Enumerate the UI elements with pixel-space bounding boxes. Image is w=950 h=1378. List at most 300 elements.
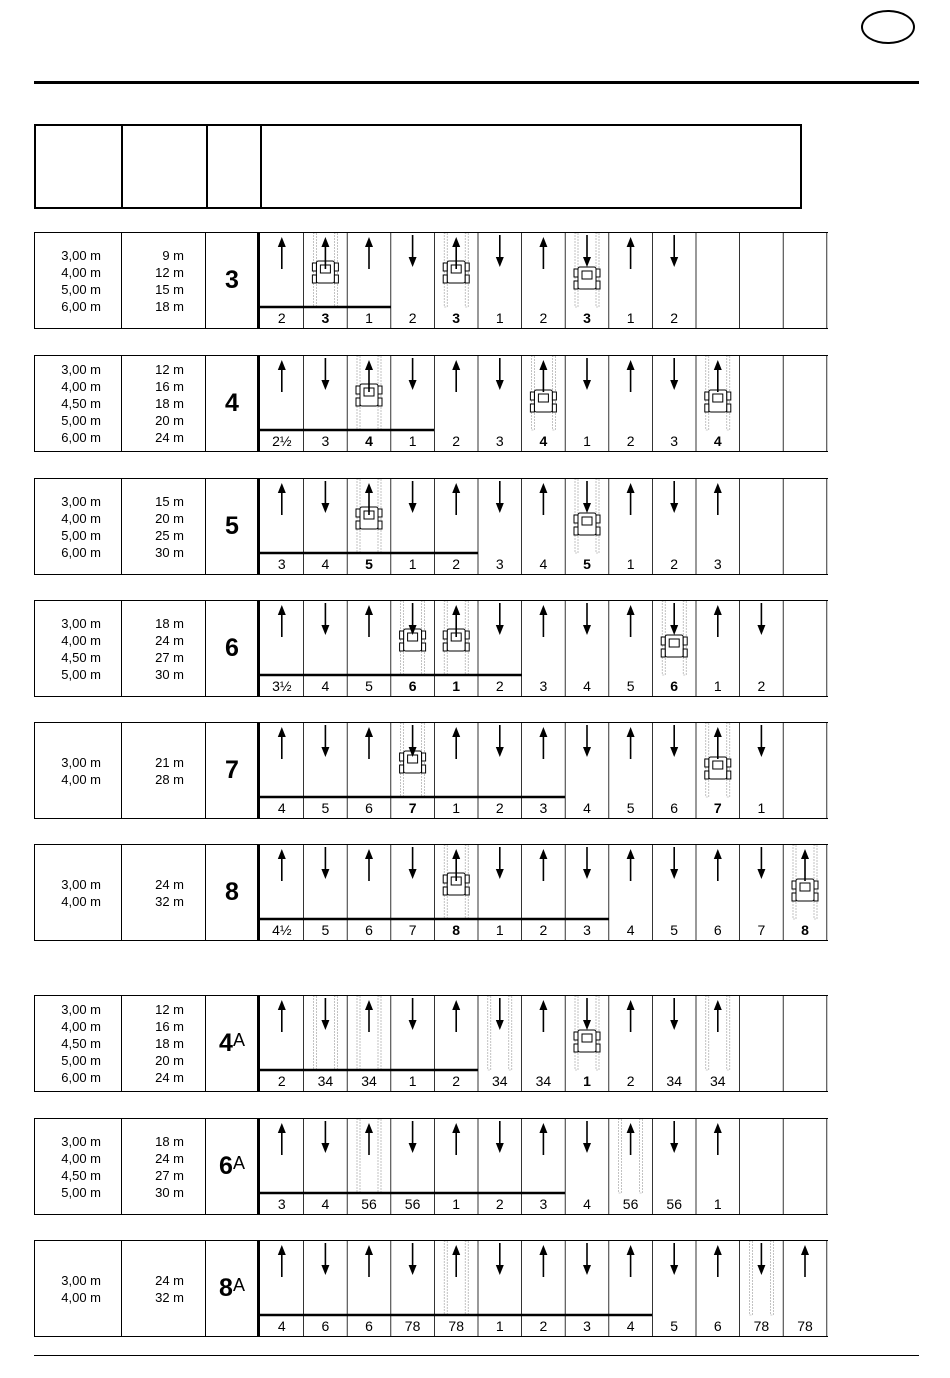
pass-label: 34 — [492, 1073, 508, 1089]
arrow-up-icon — [539, 1123, 547, 1155]
tramline-spacing-value: 30 m — [155, 666, 184, 682]
pass-label: 1 — [495, 922, 504, 938]
pass-label: 4 — [626, 922, 635, 938]
tramline-spacing-value: 18 m — [155, 298, 184, 314]
lane-diagram-svg — [260, 996, 830, 1091]
pass-label: 56 — [404, 1196, 421, 1212]
arrow-up-icon — [452, 1245, 460, 1277]
pass-label: 3 — [539, 800, 548, 816]
lane-diagram-svg — [260, 479, 830, 574]
pass-label: 2 — [277, 1073, 286, 1089]
pass-label: 4 — [539, 556, 548, 572]
rhythm-variant-suffix: A — [232, 1275, 245, 1295]
working-widths — [35, 996, 101, 1091]
arrow-up-icon — [801, 1245, 809, 1277]
tramline-diagram — [258, 1241, 828, 1336]
arrow-up-icon — [627, 237, 635, 269]
pass-label: 1 — [452, 1196, 461, 1212]
pass-label: 2½ — [272, 433, 292, 449]
arrow-down-icon — [583, 1121, 591, 1153]
pass-label: 2 — [626, 433, 635, 449]
arrow-down-icon — [496, 847, 504, 879]
rhythm-number — [205, 479, 259, 574]
arrow-down-icon — [496, 235, 504, 267]
tractor-icon — [661, 635, 687, 657]
working-width-value: 4,00 m — [61, 771, 101, 787]
arrow-down-icon — [496, 1121, 504, 1153]
tractor-icon — [792, 879, 818, 901]
scheme-row — [34, 355, 828, 452]
arrow-down-icon — [757, 1243, 765, 1275]
pass-label: 3 — [277, 1196, 286, 1212]
arrow-up-icon — [539, 605, 547, 637]
arrow-up-icon — [714, 727, 722, 759]
lane-diagram-svg — [260, 845, 830, 940]
tramline-spacing-value: 20 m — [155, 413, 184, 428]
pass-label: 8 — [801, 922, 809, 938]
working-width-value: 3,00 m — [61, 493, 101, 509]
pass-label: 34 — [535, 1073, 552, 1089]
pass-label: 7 — [757, 922, 766, 938]
rhythm-number — [205, 356, 259, 451]
arrow-down-icon — [496, 1243, 504, 1275]
working-width-value: 4,00 m — [61, 632, 101, 648]
tramline-spacing-value: 27 m — [155, 649, 184, 665]
tramline-spacings — [122, 356, 184, 451]
lane-diagram-svg — [260, 233, 830, 328]
tramline-diagram — [258, 479, 828, 574]
arrow-down-icon — [409, 358, 417, 390]
pass-label: 1 — [452, 678, 461, 694]
scheme-info — [34, 845, 258, 940]
tramline-spacings — [122, 601, 184, 696]
pass-label: 4 — [713, 433, 722, 449]
pass-label: 2 — [495, 800, 504, 816]
tramline-diagram — [258, 845, 828, 940]
arrow-down-icon — [757, 603, 765, 635]
scheme-row — [34, 1240, 828, 1337]
arrow-down-icon — [321, 1243, 329, 1275]
working-widths — [35, 845, 101, 940]
pass-label: 4 — [277, 800, 286, 816]
arrow-up-icon — [452, 360, 460, 392]
arrow-up-icon — [365, 727, 373, 759]
pass-label: 1 — [408, 1073, 417, 1089]
pass-label: 2 — [452, 433, 461, 449]
pass-label: 3 — [495, 433, 504, 449]
pass-label: 2 — [539, 922, 548, 938]
tramline-spacing-value: 18 m — [155, 615, 184, 631]
rhythm-number-value: 3 — [225, 266, 239, 294]
pass-label: 6 — [365, 1318, 373, 1334]
pass-label: 2 — [670, 556, 679, 572]
tramline-spacings — [122, 479, 184, 574]
scheme-row — [34, 844, 828, 941]
tractor-icon — [705, 390, 731, 412]
scheme-info — [34, 1241, 258, 1336]
pass-label: 34 — [317, 1073, 334, 1089]
working-width-value: 3,00 m — [61, 362, 101, 377]
footer-rule — [34, 1355, 919, 1356]
pass-label: 2 — [277, 310, 286, 326]
working-width-value: 3,00 m — [61, 754, 101, 770]
rhythm-number-value: 6 — [225, 634, 239, 662]
pass-label: 56 — [361, 1196, 377, 1212]
working-width-value: 3,00 m — [61, 876, 101, 892]
lane-diagram-svg — [260, 1119, 830, 1214]
arrow-up-icon — [714, 605, 722, 637]
pass-label: 3 — [277, 556, 286, 572]
arrow-down-icon — [670, 481, 678, 513]
arrow-up-icon — [627, 1000, 635, 1032]
scheme-info — [34, 996, 258, 1091]
pass-label: 2 — [757, 678, 766, 694]
arrow-up-icon — [365, 237, 373, 269]
rhythm-number — [205, 845, 259, 940]
working-width-value: 5,00 m — [61, 666, 101, 682]
arrow-down-icon — [321, 998, 329, 1030]
arrow-down-icon — [757, 725, 765, 757]
tramline-spacing-value: 12 m — [155, 264, 184, 280]
working-width-value: 5,00 m — [61, 1184, 101, 1200]
pass-label: 3 — [452, 310, 461, 326]
arrow-down-icon — [496, 358, 504, 390]
pass-label: 34 — [666, 1073, 682, 1089]
rhythm-number — [205, 601, 259, 696]
arrow-down-icon — [321, 481, 329, 513]
arrow-up-icon — [539, 1245, 547, 1277]
tramline-spacing-value: 25 m — [155, 527, 184, 543]
pass-label: 3 — [583, 922, 591, 938]
tramline-spacings — [122, 1241, 184, 1336]
pass-label: 2 — [495, 678, 504, 694]
arrow-up-icon — [539, 360, 547, 392]
rhythm-number-value: 4 — [219, 1029, 233, 1057]
scheme-info — [34, 479, 258, 574]
pass-label: 1 — [452, 800, 461, 816]
working-width-value: 4,50 m — [61, 649, 101, 665]
arrow-up-icon — [539, 237, 547, 269]
tramline-diagram — [258, 996, 828, 1091]
tramline-spacings — [122, 233, 184, 328]
tractor-icon — [574, 1030, 600, 1052]
working-width-value: 4,50 m — [61, 1167, 101, 1183]
rhythm-number-value: 6 — [219, 1152, 233, 1180]
tramline-spacing-value: 20 m — [155, 510, 184, 526]
pass-label: 34 — [361, 1073, 377, 1089]
pass-label: 3 — [321, 310, 330, 326]
arrow-up-icon — [452, 727, 460, 759]
working-width-value: 4,00 m — [61, 264, 101, 280]
pass-label: 6 — [670, 800, 679, 816]
arrow-up-icon — [627, 849, 635, 881]
pass-label: 2 — [626, 1073, 635, 1089]
arrow-down-icon — [409, 1243, 417, 1275]
rhythm-number-value: 8 — [219, 1274, 233, 1302]
arrow-down-icon — [670, 847, 678, 879]
working-width-value: 5,00 m — [61, 413, 101, 428]
header-rule — [34, 81, 919, 84]
pass-label: 7 — [408, 922, 417, 938]
pass-label: 5 — [626, 678, 635, 694]
pass-label: 4 — [583, 1196, 591, 1212]
tramline-spacing-value: 24 m — [155, 1150, 184, 1166]
working-width-value: 4,00 m — [61, 1019, 101, 1034]
header-divider — [206, 126, 208, 207]
arrow-down-icon — [670, 1121, 678, 1153]
pass-label: 56 — [622, 1196, 639, 1212]
arrow-down-icon — [670, 1243, 678, 1275]
pass-label: 6 — [365, 800, 373, 816]
arrow-up-icon — [365, 1000, 373, 1032]
rhythm-number-value: 8 — [225, 878, 239, 906]
pass-label: 4 — [321, 556, 330, 572]
lane-diagram-svg — [260, 1241, 830, 1336]
arrow-up-icon — [627, 605, 635, 637]
arrow-down-icon — [670, 603, 678, 635]
arrow-up-icon — [714, 849, 722, 881]
arrow-down-icon — [583, 481, 591, 513]
working-widths — [35, 1119, 101, 1214]
tramline-spacing-value: 30 m — [155, 1184, 184, 1200]
pass-label: 1 — [713, 678, 722, 694]
rhythm-number-value: 7 — [225, 756, 239, 784]
pass-label: 78 — [448, 1318, 464, 1334]
arrow-down-icon — [583, 998, 591, 1030]
pass-label: 7 — [408, 800, 417, 816]
rhythm-variant-suffix: A — [232, 1030, 245, 1050]
arrow-down-icon — [409, 998, 417, 1030]
pass-label: 2 — [539, 310, 548, 326]
tramline-spacing-value: 12 m — [155, 1002, 184, 1017]
arrow-down-icon — [409, 847, 417, 879]
tramline-spacing-value: 27 m — [155, 1167, 184, 1183]
tramline-diagram — [258, 723, 828, 818]
pass-label: 2 — [670, 310, 679, 326]
pass-label: 4 — [277, 1318, 286, 1334]
working-width-value: 5,00 m — [61, 281, 101, 297]
arrow-up-icon — [627, 1245, 635, 1277]
arrow-up-icon — [714, 1000, 722, 1032]
tramline-spacing-value: 24 m — [155, 1272, 184, 1288]
pass-label: 3 — [539, 678, 548, 694]
pass-label: 1 — [583, 433, 591, 449]
pass-label: 8 — [452, 922, 461, 938]
arrow-up-icon — [278, 483, 286, 515]
working-widths — [35, 723, 101, 818]
arrow-down-icon — [496, 725, 504, 757]
pass-label: 5 — [626, 800, 635, 816]
arrow-down-icon — [409, 235, 417, 267]
pass-label: 6 — [321, 1318, 330, 1334]
pass-label: 4 — [539, 433, 548, 449]
tramline-spacing-value: 16 m — [155, 379, 184, 394]
working-width-value: 6,00 m — [61, 544, 101, 560]
arrow-up-icon — [452, 1000, 460, 1032]
arrow-up-icon — [452, 1123, 460, 1155]
pass-label: 1 — [713, 1196, 722, 1212]
tramline-spacing-value: 12 m — [155, 362, 184, 377]
arrow-up-icon — [278, 1245, 286, 1277]
pass-label: 4 — [321, 1196, 330, 1212]
scheme-info — [34, 1119, 258, 1214]
pass-label: 1 — [495, 1318, 504, 1334]
pass-label: 2 — [452, 1073, 461, 1089]
pass-label: 7 — [713, 800, 722, 816]
arrow-down-icon — [496, 603, 504, 635]
working-width-value: 3,00 m — [61, 247, 101, 263]
scheme-row — [34, 1118, 828, 1215]
pass-label: 3½ — [272, 678, 292, 694]
scheme-row — [34, 232, 828, 329]
scheme-row — [34, 478, 828, 575]
arrow-up-icon — [278, 605, 286, 637]
arrow-down-icon — [670, 358, 678, 390]
arrow-up-icon — [278, 237, 286, 269]
working-width-value: 5,00 m — [61, 1053, 101, 1068]
lane-diagram-svg — [260, 356, 830, 451]
working-width-value: 6,00 m — [61, 1070, 101, 1085]
arrow-up-icon — [365, 1245, 373, 1277]
pass-label: 78 — [797, 1318, 813, 1334]
arrow-down-icon — [757, 847, 765, 879]
rhythm-number — [205, 723, 259, 818]
tramline-diagram — [258, 233, 828, 328]
rhythm-number-value: 5 — [225, 512, 239, 540]
pass-label: 4 — [583, 800, 591, 816]
pass-label: 3 — [713, 556, 722, 572]
tramline-spacing-value: 20 m — [155, 1053, 184, 1068]
tractor-icon — [705, 757, 731, 779]
tramline-spacing-value: 15 m — [155, 493, 184, 509]
tramline-spacing-value: 24 m — [155, 876, 184, 892]
arrow-up-icon — [714, 1245, 722, 1277]
arrow-down-icon — [496, 998, 504, 1030]
tramline-spacing-value: 18 m — [155, 1133, 184, 1149]
pass-label: 1 — [626, 310, 635, 326]
arrow-down-icon — [409, 481, 417, 513]
arrow-down-icon — [583, 603, 591, 635]
pass-label: 3 — [583, 310, 591, 326]
tramline-spacing-value: 28 m — [155, 771, 184, 787]
pass-label: 4 — [626, 1318, 635, 1334]
arrow-down-icon — [670, 998, 678, 1030]
working-width-value: 4,00 m — [61, 510, 101, 526]
pass-label: 3 — [670, 433, 679, 449]
pass-label: 4½ — [272, 922, 292, 938]
tramline-diagram — [258, 601, 828, 696]
tramline-diagram — [258, 1119, 828, 1214]
working-width-value: 3,00 m — [61, 1002, 101, 1017]
tramline-spacing-value: 16 m — [155, 1019, 184, 1034]
arrow-down-icon — [321, 603, 329, 635]
scheme-row — [34, 600, 828, 697]
lane-diagram-svg — [260, 723, 830, 818]
working-width-value: 3,00 m — [61, 1133, 101, 1149]
tramline-spacing-value: 18 m — [155, 396, 184, 411]
working-widths — [35, 1241, 101, 1336]
tramline-spacings — [122, 845, 184, 940]
working-widths — [35, 601, 101, 696]
scheme-row — [34, 722, 828, 819]
tramline-diagram — [258, 356, 828, 451]
header-divider — [121, 126, 123, 207]
pass-label: 56 — [666, 1196, 682, 1212]
rhythm-variant-suffix: A — [232, 1153, 245, 1173]
arrow-up-icon — [278, 360, 286, 392]
pass-label: 34 — [710, 1073, 726, 1089]
pass-label: 2 — [495, 1196, 504, 1212]
rhythm-number — [205, 1241, 259, 1336]
arrow-up-icon — [539, 483, 547, 515]
pass-label: 3 — [495, 556, 504, 572]
tramline-spacing-value: 32 m — [155, 893, 184, 909]
working-width-value: 3,00 m — [61, 1272, 101, 1288]
arrow-up-icon — [714, 1123, 722, 1155]
tramline-spacing-value: 9 m — [162, 247, 184, 263]
pass-label: 78 — [753, 1318, 770, 1334]
working-width-value: 3,00 m — [61, 615, 101, 631]
working-width-value: 4,00 m — [61, 1289, 101, 1305]
scheme-row — [34, 995, 828, 1092]
working-width-value: 4,00 m — [61, 893, 101, 909]
pass-label: 5 — [670, 922, 679, 938]
arrow-up-icon — [278, 849, 286, 881]
arrow-down-icon — [496, 481, 504, 513]
arrow-up-icon — [627, 1123, 635, 1155]
tramline-spacing-value: 32 m — [155, 1289, 184, 1305]
arrow-down-icon — [583, 725, 591, 757]
arrow-up-icon — [714, 360, 722, 392]
arrow-up-icon — [365, 849, 373, 881]
working-widths — [35, 479, 101, 574]
rhythm-number — [205, 996, 259, 1091]
arrow-up-icon — [627, 727, 635, 759]
pass-label: 6 — [408, 678, 417, 694]
working-width-value: 4,50 m — [61, 396, 101, 411]
rhythm-number-value: 4 — [225, 389, 239, 417]
pass-label: 2 — [452, 556, 461, 572]
arrow-down-icon — [670, 725, 678, 757]
scheme-info — [34, 723, 258, 818]
pass-label: 78 — [404, 1318, 421, 1334]
tramline-spacing-value: 30 m — [155, 544, 184, 560]
pass-label: 1 — [626, 556, 635, 572]
pass-label: 2 — [539, 1318, 548, 1334]
arrow-up-icon — [801, 849, 809, 881]
pass-label: 5 — [583, 556, 591, 572]
arrow-down-icon — [321, 1121, 329, 1153]
tramline-spacings — [122, 996, 184, 1091]
arrow-up-icon — [539, 727, 547, 759]
arrow-up-icon — [627, 483, 635, 515]
scheme-info — [34, 356, 258, 451]
working-width-value: 6,00 m — [61, 430, 101, 445]
rhythm-number — [205, 233, 259, 328]
working-width-value: 4,00 m — [61, 1150, 101, 1166]
tramline-spacing-value: 21 m — [155, 754, 184, 770]
arrow-down-icon — [321, 358, 329, 390]
arrow-down-icon — [583, 235, 591, 267]
pass-label: 4 — [583, 678, 591, 694]
pass-label: 1 — [757, 800, 766, 816]
arrow-down-icon — [670, 235, 678, 267]
arrow-up-icon — [714, 483, 722, 515]
tramline-spacing-value: 24 m — [155, 1070, 184, 1085]
tramline-spacing-value: 24 m — [155, 430, 184, 445]
pass-label: 1 — [495, 310, 504, 326]
arrow-down-icon — [321, 847, 329, 879]
